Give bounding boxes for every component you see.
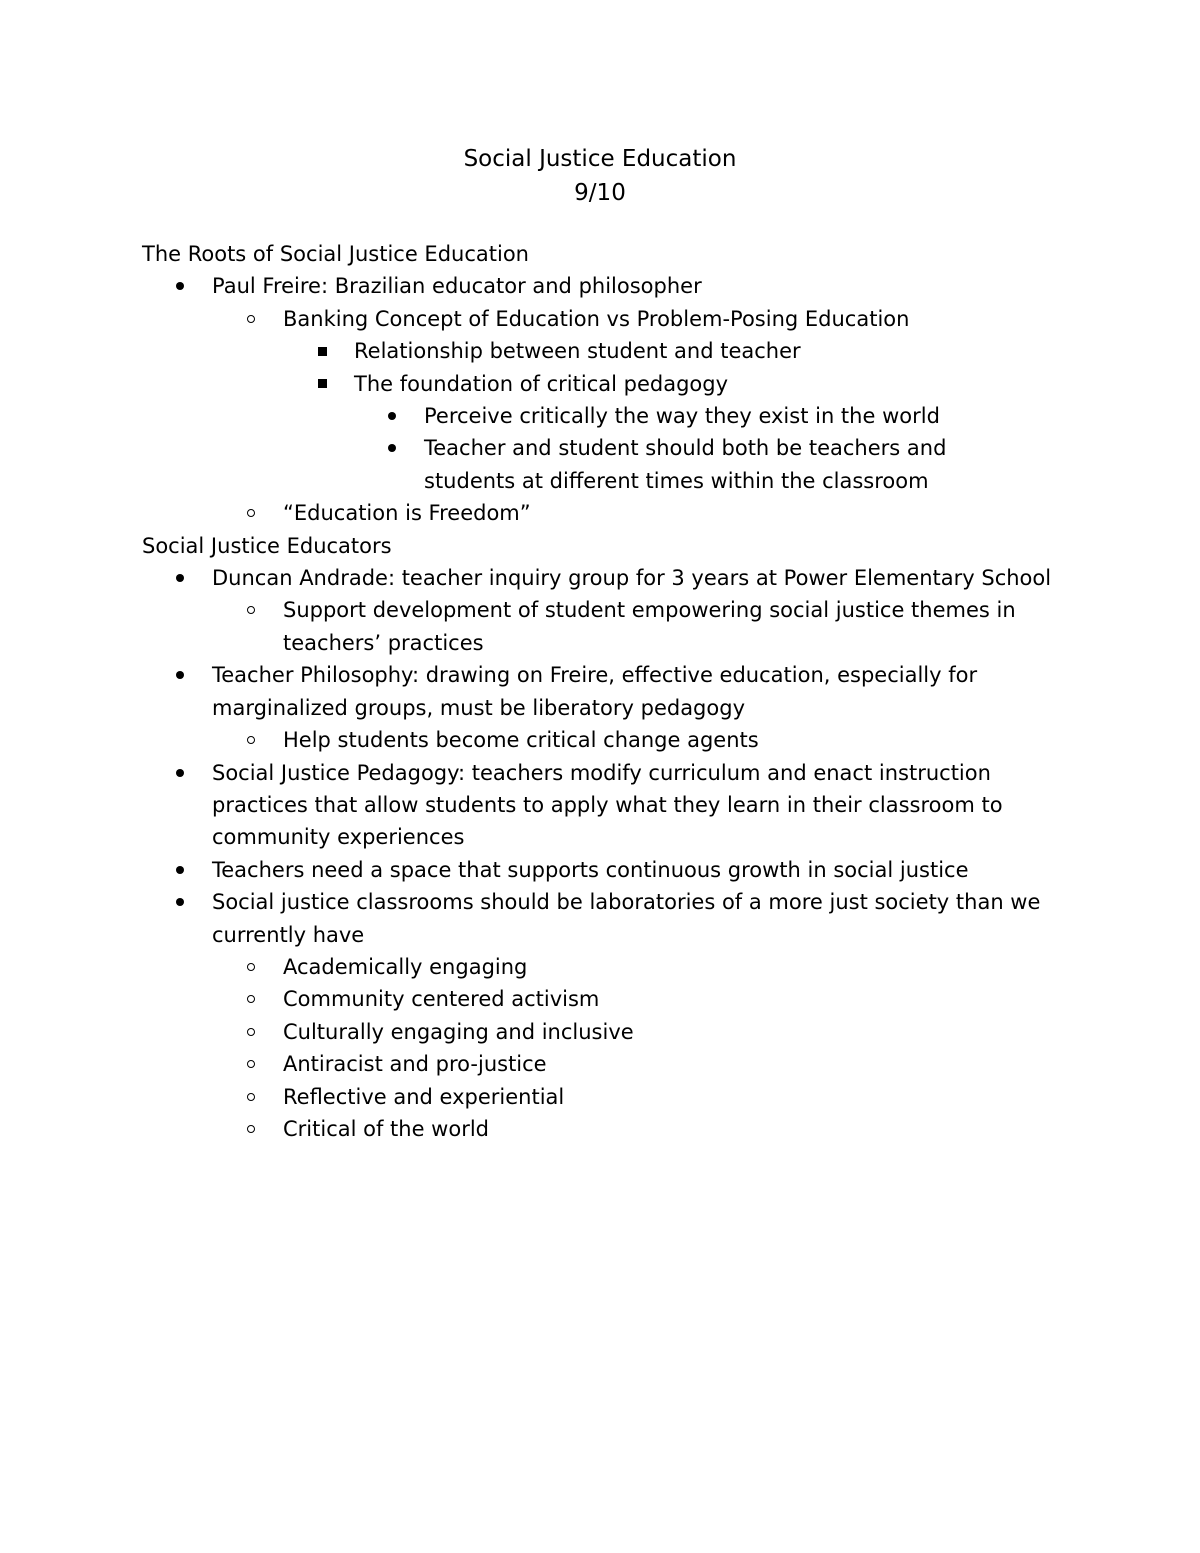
- list-item-text: The foundation of critical pedagogy: [354, 371, 729, 396]
- list-item-text: Teachers need a space that supports continuous growth in social justice: [212, 857, 969, 882]
- list-item: [142, 335, 1054, 367]
- list-item-text: Academically engaging: [283, 954, 528, 979]
- list-item: [142, 1081, 1063, 1113]
- bullet-square-icon: [312, 335, 332, 367]
- list-item: [142, 368, 1054, 400]
- list-item-text: Reflective and experiential: [283, 1084, 565, 1109]
- bullet-circle-icon: [241, 1016, 261, 1048]
- list-item: [142, 562, 1062, 594]
- list-item: [142, 1048, 1063, 1080]
- bullet-dot-icon: [170, 562, 190, 594]
- list-item-text: Teacher and student should both be teachers and students at different times within the classroom: [424, 436, 947, 493]
- document-title: Social Justice Education: [463, 146, 737, 172]
- list-item: [142, 400, 984, 432]
- bullet-dot-icon: [170, 270, 190, 302]
- list-item: [142, 951, 1063, 983]
- list-item: [142, 886, 1062, 951]
- bullet-circle-icon: [241, 1048, 261, 1080]
- section-heading: Social Justice Educators: [142, 533, 392, 558]
- bullet-circle-icon: [241, 303, 261, 335]
- bullet-dot-icon: [382, 432, 402, 464]
- bullet-circle-icon: [241, 1113, 261, 1145]
- list-item-text: Paul Freire: Brazilian educator and philosopher: [212, 274, 702, 299]
- list-item: [142, 497, 1063, 529]
- bullet-circle-icon: [241, 951, 261, 983]
- list-item-text: Community centered activism: [283, 987, 600, 1012]
- document-date: 9/10: [574, 180, 626, 206]
- list-item: [142, 659, 1062, 724]
- bullet-dot-icon: [170, 659, 190, 691]
- notes-content: [0, 238, 1060, 1145]
- bullet-dot-icon: [170, 757, 190, 789]
- list-item-text: Antiracist and pro-justice: [283, 1052, 547, 1077]
- list-item-text: Social Justice Pedagogy: teachers modify curriculum and enact instruction practices that allow students to apply what they learn in their classroom to community experiences: [212, 760, 1003, 850]
- list-item-text: Help students become critical change agents: [283, 728, 759, 753]
- bullet-circle-icon: [241, 594, 261, 626]
- list-item: [142, 270, 1062, 302]
- list-item: [142, 724, 1063, 756]
- bullet-square-icon: [312, 368, 332, 400]
- list-item: [142, 1016, 1063, 1048]
- list-item-text: Banking Concept of Education vs Problem-Posing Education: [283, 306, 910, 331]
- bullet-circle-icon: [241, 497, 261, 529]
- bullet-dot-icon: [170, 886, 190, 918]
- list-item-text: Social justice classrooms should be laboratories of a more just society than we currently have: [212, 890, 1041, 947]
- list-item: [142, 854, 1062, 886]
- list-item-text: Support development of student empowering social justice themes in teachers’ practices: [283, 598, 1016, 655]
- list-item-text: Critical of the world: [283, 1116, 490, 1141]
- bullet-dot-icon: [170, 854, 190, 886]
- list-item: [142, 757, 1062, 854]
- list-item-text: Teacher Philosophy: drawing on Freire, effective education, especially for marginalized groups, must be liberatory pedagogy: [212, 663, 978, 720]
- list-item-text: “Education is Freedom”: [283, 501, 531, 526]
- bullet-circle-icon: [241, 1081, 261, 1113]
- list-item: [142, 432, 984, 497]
- bullet-dot-icon: [382, 400, 402, 432]
- list-item-text: Relationship between student and teacher: [354, 339, 801, 364]
- list-item: [142, 1113, 1063, 1145]
- section-heading: The Roots of Social Justice Education: [142, 242, 529, 266]
- list-item-text: Perceive critically the way they exist in the world: [424, 404, 940, 429]
- list-item: [142, 303, 1063, 335]
- list-item-text: Culturally engaging and inclusive: [283, 1019, 634, 1044]
- list-item-text: Duncan Andrade: teacher inquiry group for 3 years at Power Elementary School: [212, 566, 1052, 591]
- list-item: [142, 983, 1063, 1015]
- title-block: [0, 142, 1200, 210]
- bullet-circle-icon: [241, 724, 261, 756]
- list-item: [142, 594, 1063, 659]
- bullet-circle-icon: [241, 983, 261, 1015]
